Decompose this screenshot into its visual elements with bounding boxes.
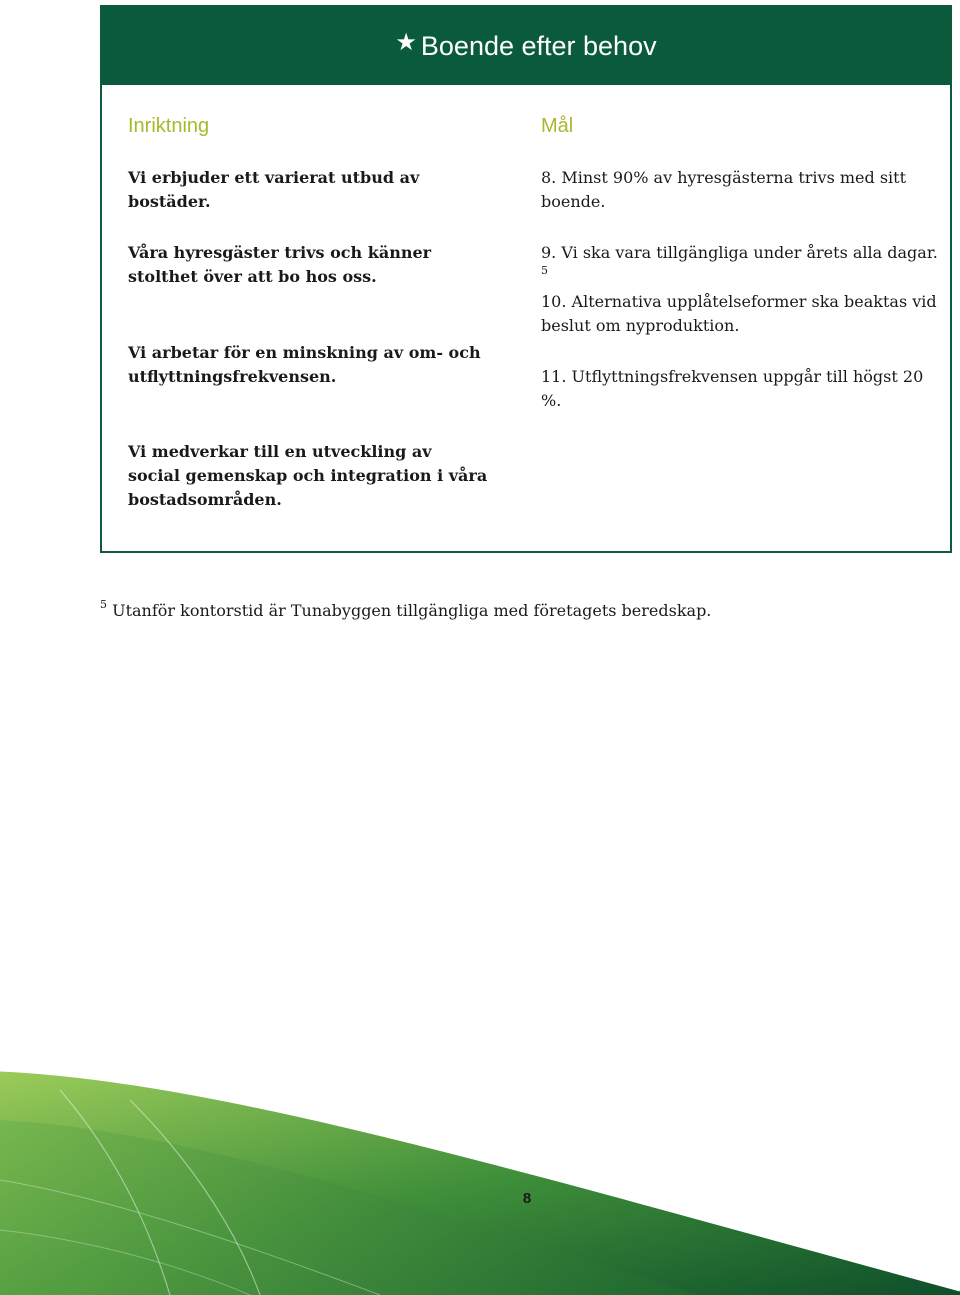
star-icon: ★ — [395, 28, 417, 56]
inriktning-item: Vi medverkar till en utveckling av social gemenskap och integration i våra bostadsområden. — [128, 442, 488, 509]
goal-9-text: 9. Vi ska vara tillgängliga under årets alla dagar. — [541, 243, 938, 262]
inriktning-heading: Inriktning — [128, 115, 210, 137]
inriktning-item: Våra hyresgäster trivs och känner stolthet över att bo hos oss. — [128, 243, 432, 286]
box-header — [102, 7, 950, 85]
inriktning-item: Vi arbetar för en minskning av om- och utflyttningsfrekvensen. — [128, 343, 481, 386]
goal-11: 11. Utflyttningsfrekvensen uppgår till högst 20 %. — [541, 367, 924, 410]
mal-heading: Mål — [541, 115, 574, 137]
box-title: Boende efter behov — [420, 30, 657, 61]
page-number: 8 — [522, 1190, 532, 1207]
footnote-marker: 5 — [100, 598, 107, 611]
goal-9 — [541, 241, 941, 289]
goal-10: 10. Alternativa upplåtelseformer ska beaktas vid beslut om nyproduktion. — [541, 292, 937, 335]
footnote-ref: 5 — [541, 264, 548, 277]
goal-8: 8. Minst 90% av hyresgästerna trivs med sitt boende. — [541, 168, 907, 211]
footnote-text: Utanför kontorstid är Tunabyggen tillgängliga med företagets beredskap. — [112, 601, 712, 620]
green-swoosh-decoration — [0, 1060, 960, 1295]
inriktning-item: Vi erbjuder ett varierat utbud av bostäder. — [128, 168, 420, 211]
footnote — [100, 598, 712, 620]
info-box — [100, 5, 952, 553]
